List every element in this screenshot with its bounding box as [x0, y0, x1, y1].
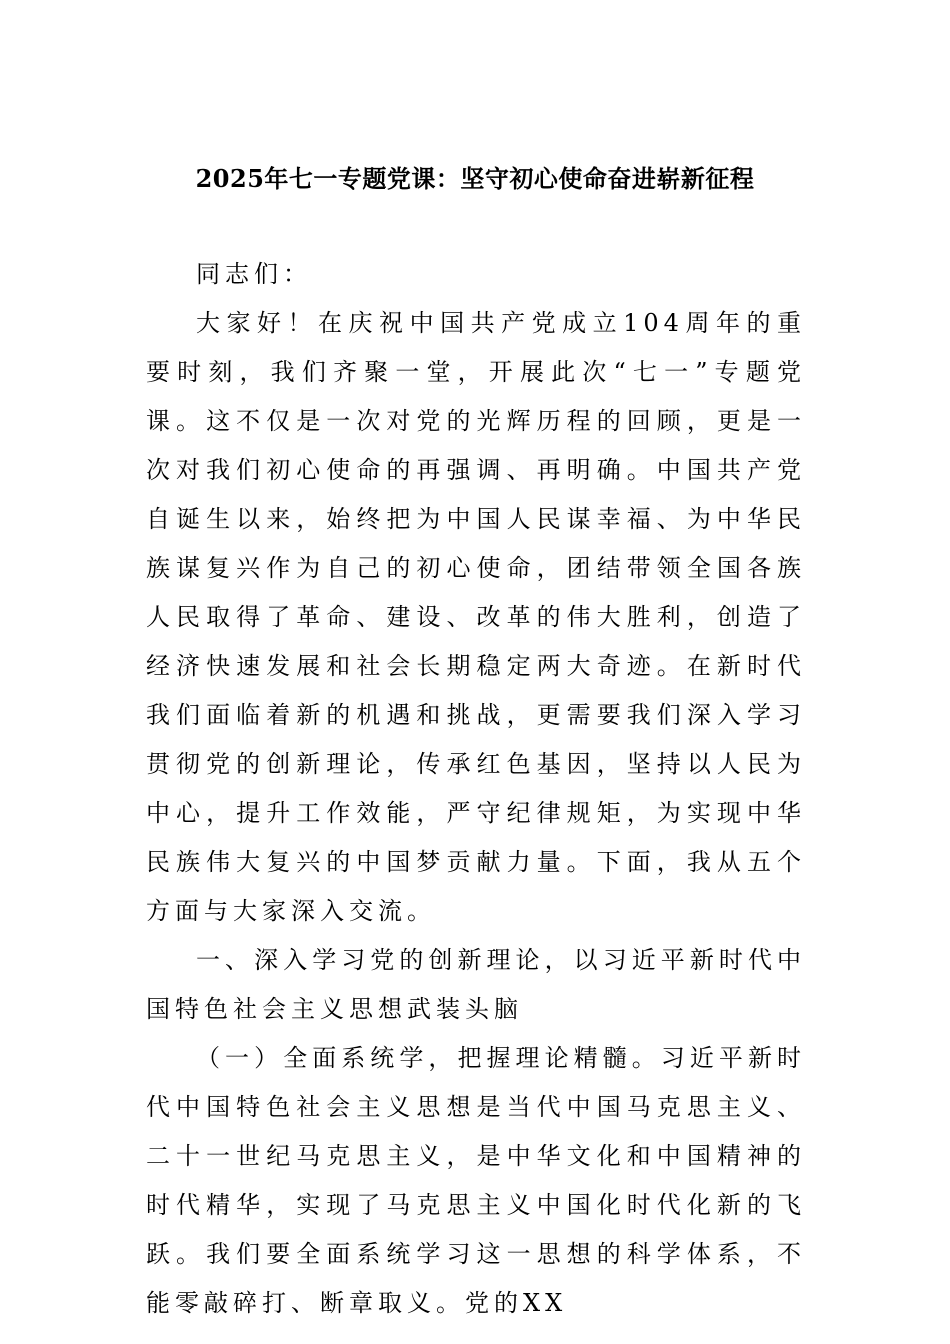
salutation: 同志们：: [196, 260, 312, 288]
document-title: 2025年七一专题党课：坚守初心使命奋进崭新征程: [195, 164, 755, 193]
paragraph-subsection-1: （一）全面系统学，把握理论精髓。习近平新时代中国特色社会主义思想是当代中国马克思主义、二十一世纪马克思主义，是中华文化和中国精神的时代精华，实现了马克思主义中国化时代化新的飞跃。我们要全面系统学习这一思想的科学体系，不能零敲碎打、断章取义。党的XX: [146, 1044, 806, 1317]
document-body: [146, 250, 806, 1328]
section-heading-1: 一、深入学习党的创新理论，以习近平新时代中国特色社会主义思想武装头脑: [146, 946, 806, 1023]
paragraph-intro: 大家好！在庆祝中国共产党成立104周年的重要时刻，我们齐聚一堂，开展此次“七一”专题党课。这不仅是一次对党的光辉历程的回顾，更是一次对我们初心使命的再强调、再明确。中国共产党自诞生以来，始终把为中国人民谋幸福、为中华民族谋复兴作为自己的初心使命，团结带领全国各族人民取得了革命、建设、改革的伟大胜利，创造了经济快速发展和社会长期稳定两大奇迹。在新时代我们面临着新的机遇和挑战，更需要我们深入学习贯彻党的创新理论，传承红色基因，坚持以人民为中心，提升工作效能，严守纪律规矩，为实现中华民族伟大复兴的中国梦贡献力量。下面，我从五个方面与大家深入交流。: [146, 309, 806, 925]
